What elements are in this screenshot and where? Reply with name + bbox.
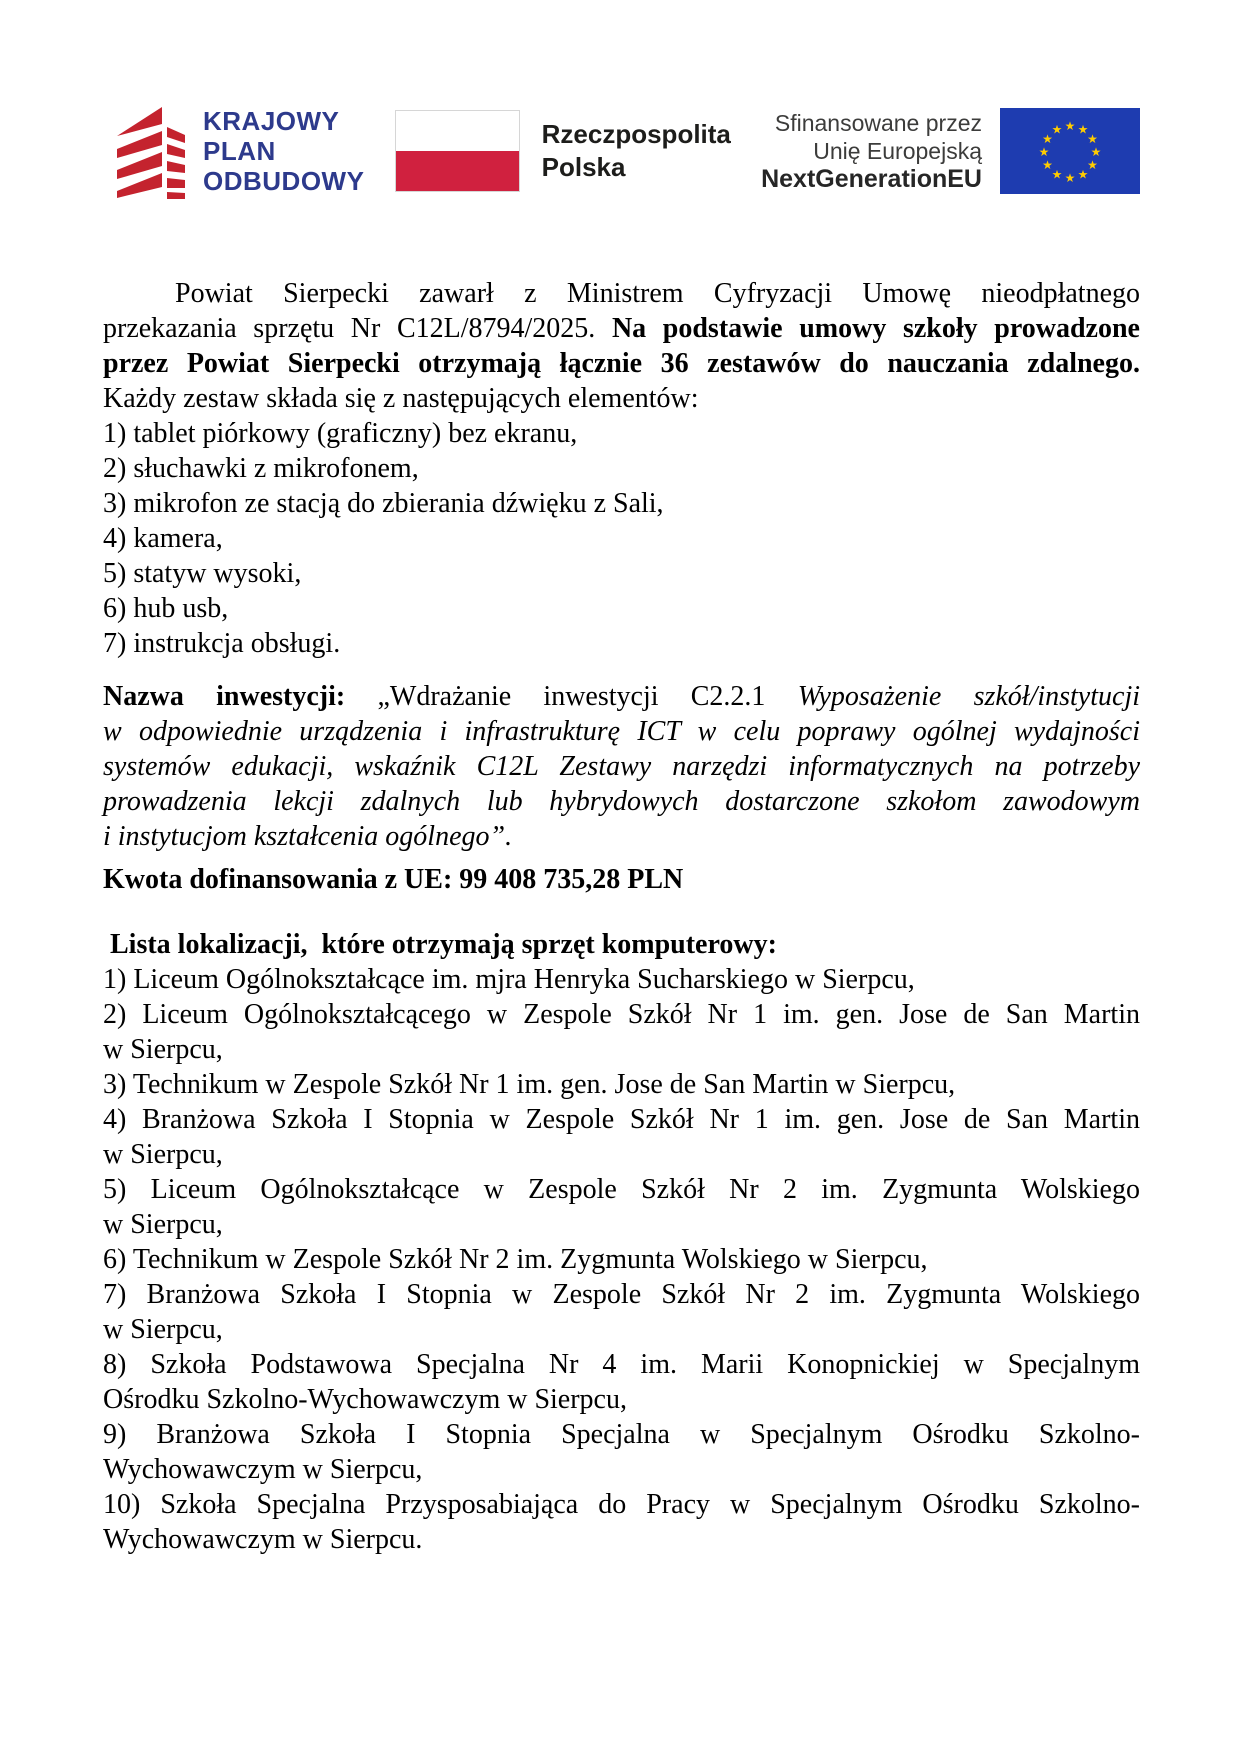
text-line <box>103 962 1140 997</box>
text-line <box>103 997 1140 1032</box>
svg-text:★: ★ <box>1087 158 1098 172</box>
text-line <box>103 714 1140 749</box>
text-run: 3) Technikum w Zespole Szkół Nr 1 im. gen. Jose de San Martin w Sierpcu, <box>103 1069 956 1100</box>
kpo-logo <box>107 103 364 199</box>
text-line <box>103 679 1140 714</box>
text-run: Wychowawczym w Sierpcu. <box>103 1524 423 1555</box>
svg-text:★: ★ <box>1090 145 1102 159</box>
poland-flag-icon <box>395 110 520 192</box>
kpo-logo-text <box>203 106 364 196</box>
text-run: 4) Branżowa Szkoła I Stopnia w Zespole Szkół Nr 1 im. gen. Jose de San Martin <box>103 1104 1140 1135</box>
svg-text:★: ★ <box>1042 158 1053 172</box>
svg-text:★: ★ <box>1087 132 1098 146</box>
text-run: 8) Szkoła Podstawowa Specjalna Nr 4 im. Marii Konopnickiej w Specjalnym <box>103 1349 1140 1380</box>
text-run: w Sierpcu, <box>103 1314 223 1345</box>
text-run: 5) statyw wysoki, <box>103 558 302 589</box>
text-run: 2) Liceum Ogólnokształcącego w Zespole Szkół Nr 1 im. gen. Jose de San Martin <box>103 999 1140 1030</box>
text-line <box>103 749 1140 784</box>
text-run: 9) Branżowa Szkoła I Stopnia Specjalna w Specjalnym Ośrodku Szkolno- <box>103 1419 1140 1450</box>
text-run: 7) instrukcja obsługi. <box>103 628 341 659</box>
text-run: systemów edukacji, wskaźnik C12L Zestawy narzędzi informatycznych na potrzeby <box>103 751 1140 782</box>
poland-logo <box>395 110 731 192</box>
text-line <box>103 862 1140 897</box>
text-line <box>103 1137 1140 1172</box>
svg-text:★: ★ <box>1042 132 1053 146</box>
investment-name-paragraph <box>103 679 1140 854</box>
text-line <box>103 1067 1140 1102</box>
text-line <box>103 521 1140 556</box>
text-run: Wychowawczym w Sierpcu, <box>103 1454 423 1485</box>
text-run: w Sierpcu, <box>103 1034 223 1065</box>
intro-paragraph <box>103 276 1140 661</box>
text-run: 1) tablet piórkowy (graficzny) bez ekranu, <box>103 418 578 449</box>
text-line <box>103 486 1140 521</box>
poland-logo-line: Rzeczpospolita <box>541 119 731 149</box>
text-run: Ośrodku Szkolno-Wychowawczym w Sierpcu, <box>103 1384 627 1415</box>
text-run: Na podstawie umowy szkoły prowadzone <box>611 313 1140 344</box>
text-run: prowadzenia lekcji zdalnych lub hybrydowych dostarczone szkołom zawodowym <box>103 786 1140 817</box>
eu-flag-icon <box>1000 108 1140 194</box>
text-run: 3) mikrofon ze stacją do zbierania dźwięku z Sali, <box>103 488 664 519</box>
text-run: 1) Liceum Ogólnokształcące im. mjra Henryka Sucharskiego w Sierpcu, <box>103 964 915 995</box>
text-line <box>103 1312 1140 1347</box>
text-run: 6) Technikum w Zespole Szkół Nr 2 im. Zygmunta Wolskiego w Sierpcu, <box>103 1244 928 1275</box>
text-run: w Sierpcu, <box>103 1209 223 1240</box>
text-line <box>103 276 1140 311</box>
text-run: Lista lokalizacji, które otrzymają sprzęt komputerowy: <box>103 929 777 960</box>
text-line <box>103 1172 1140 1207</box>
text-run: przekazania sprzętu Nr C12L/8794/2025. <box>103 313 612 344</box>
text-line <box>103 1382 1140 1417</box>
eu-funding-line: Sfinansowane przez <box>774 110 982 136</box>
text-run: „Wdrażanie inwestycji C2.2.1 <box>345 681 798 712</box>
eu-funding-line: Unię Europejską <box>813 138 982 164</box>
text-line <box>103 311 1140 346</box>
poland-logo-text <box>542 118 731 184</box>
header-logos <box>0 0 1241 197</box>
kpo-logo-line: ODBUDOWY <box>203 166 365 196</box>
text-line <box>103 381 1140 416</box>
text-line <box>103 346 1140 381</box>
text-line <box>103 451 1140 486</box>
text-line <box>103 1452 1140 1487</box>
text-line <box>103 1242 1140 1277</box>
nextgeneu-label: NextGenerationEU <box>761 165 982 193</box>
poland-logo-line: Polska <box>541 152 626 182</box>
svg-text:★: ★ <box>1077 122 1089 137</box>
text-line <box>103 1032 1140 1067</box>
svg-text:★: ★ <box>1064 171 1076 185</box>
text-line <box>103 1102 1140 1137</box>
text-line <box>103 927 1140 962</box>
text-run: Kwota dofinansowania z UE: 99 408 735,28 PLN <box>103 864 684 895</box>
text-run: Nazwa inwestycji: <box>103 681 346 712</box>
text-line <box>103 1207 1140 1242</box>
eu-funding-text <box>761 109 982 193</box>
eu-funding-logo <box>761 108 1140 194</box>
text-line <box>103 556 1140 591</box>
svg-text:★: ★ <box>1051 167 1063 182</box>
text-line <box>103 784 1140 819</box>
svg-text:★: ★ <box>1064 119 1076 133</box>
document-body <box>103 276 1140 1557</box>
text-line <box>103 1522 1140 1557</box>
svg-text:★: ★ <box>1077 167 1089 182</box>
text-run: Powiat Sierpecki zawarł z Ministrem Cyfryzacji Umowę nieodpłatnego <box>175 278 1140 309</box>
text-run: 5) Liceum Ogólnokształcące w Zespole Szkół Nr 2 im. Zygmunta Wolskiego <box>103 1174 1140 1205</box>
text-run: 10) Szkoła Specjalna Przysposabiająca do Pracy w Specjalnym Ośrodku Szkolno- <box>103 1489 1140 1520</box>
text-line <box>103 1277 1140 1312</box>
text-run: przez Powiat Sierpecki otrzymają łącznie 36 zestawów do nauczania zdalnego. <box>103 348 1140 379</box>
text-line <box>103 626 1140 661</box>
text-line <box>103 1417 1140 1452</box>
text-run: i instytucjom kształcenia ogólnego”. <box>103 821 513 852</box>
text-run: Wyposażenie szkół/instytucji <box>797 681 1141 712</box>
svg-text:★: ★ <box>1038 145 1050 159</box>
text-run: 6) hub usb, <box>103 593 229 624</box>
kpo-logo-line: KRAJOWY <box>203 106 340 136</box>
text-run: 7) Branżowa Szkoła I Stopnia w Zespole Szkół Nr 2 im. Zygmunta Wolskiego <box>103 1279 1140 1310</box>
text-line <box>103 1347 1140 1382</box>
text-line <box>103 591 1140 626</box>
locations-list <box>103 927 1140 1557</box>
kpo-building-icon <box>107 103 187 199</box>
funding-amount-line <box>103 862 1140 897</box>
text-line <box>103 819 1140 854</box>
text-line <box>103 416 1140 451</box>
text-run: 4) kamera, <box>103 523 223 554</box>
svg-text:★: ★ <box>1051 122 1063 137</box>
text-run: w Sierpcu, <box>103 1139 223 1170</box>
text-run: 2) słuchawki z mikrofonem, <box>103 453 419 484</box>
text-line <box>103 1487 1140 1522</box>
kpo-logo-line: PLAN <box>203 136 276 166</box>
text-run: Każdy zestaw składa się z następujących elementów: <box>103 383 699 414</box>
text-run: w odpowiednie urządzenia i infrastrukturę ICT w celu poprawy ogólnej wydajności <box>103 716 1140 747</box>
